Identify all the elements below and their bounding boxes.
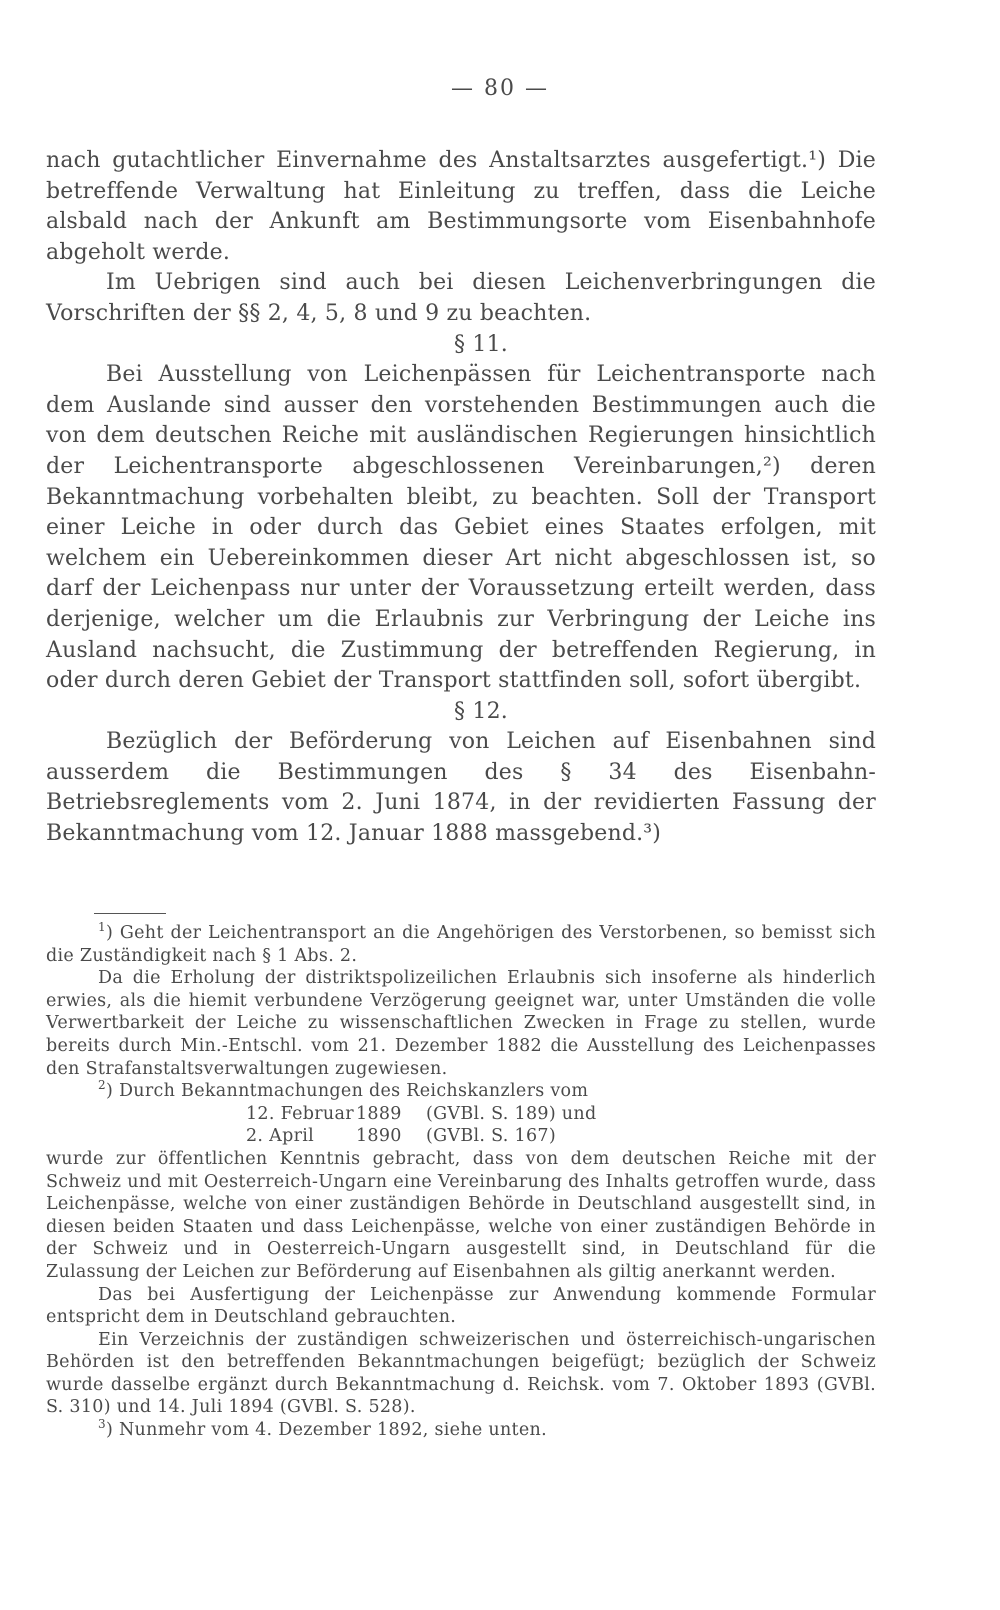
footnote-2-text: wurde zur öffentlichen Kenntnis gebracht, dass von dem deutschen Reiche mit der Schweiz und mit Oesterreich-Ungarn eine Vereinbarung des Inhalts getroffen wurde, dass Leichenpässe, welche von einer zuständigen Behörde in Deutschland ausgestellt sind, in diesen beiden Staaten und dass Leichenpässe, welche von einer zuständigen Behörde in der Schweiz und in Oesterreich-Ungarn ausgestellt sind, in Deutschland für die Zulassung der Leichen zur Beförderung auf Eisenbahnen als giltig anerkannt werden. bbox=[46, 1148, 876, 1282]
section-11-text: Bei Ausstellung von Leichenpässen für Leichentransporte nach dem Auslande sind ausser den vorstehenden Bestimmungen auch die von dem deutschen Reiche mit ausländischen Regierungen hinsichtlich der Leichentransporte abgeschlossenen Vereinbarungen,²) deren Bekanntmachung vorbehalten bleibt, zu beachten. Soll der Transport einer Leiche in oder durch das Gebiet eines Staates erfolgen, mit welchem ein Uebereinkommen dieser Art nicht abgeschlossen ist, so darf der Leichenpass nur unter der Voraussetzung erteilt werden, dass derjenige, welcher um die Erlaubnis zur Verbringung der Leiche ins Ausland nachsucht, die Zustimmung der betreffenden Regierung, in oder durch deren Gebiet der Transport stattfinden soll, sofort übergibt. bbox=[46, 362, 876, 694]
section-12-text: Bezüglich der Beförderung von Leichen auf Eisenbahnen sind ausserdem die Bestimmungen des § 34 des Eisenbahn-Betriebsreglements vom 2. Juni 1874, in der revidierten Fassung der Bekanntmachung vom 12. Januar 1888 massgebend.³) bbox=[46, 729, 876, 847]
footnote-1-continuation: Da die Erholung der distriktspolizeilichen Erlaubnis sich insoferne als hinderlich erwies, als die hiemit verbundene Verzögerung geeignet war, unter Umständen die volle Verwertbarkeit der Leiche zu wissenschaftlichen Zwecken in Frage zu stellen, wurde bereits durch Min.-Entschl. vom 21. Dezember 1882 die Ausstellung des Leichenpasses den Strafanstaltsverwaltungen zugewiesen. bbox=[46, 968, 876, 1079]
footnote-2-mark: 2 bbox=[98, 1078, 106, 1093]
footnote-2-intro: Durch Bekanntmachungen des Reichskanzlers vom bbox=[118, 1081, 589, 1102]
date-2-year: 1890 bbox=[356, 1126, 402, 1147]
footnote-3-text: Nunmehr vom 4. Dezember 1892, siehe unten. bbox=[118, 1420, 547, 1441]
footnote-1: $^1$) Geht der Leichentransport an die Angehörigen des Verstorbenen, so bemisst sich die Zuständigkeit nach § 1 Abs. 2. bbox=[46, 920, 876, 966]
footnote-2-date-2 bbox=[46, 1125, 876, 1148]
main-text bbox=[46, 146, 876, 850]
section-12-heading: § 12. bbox=[454, 698, 508, 724]
footnote-2-date-1 bbox=[46, 1103, 876, 1126]
date-1-year: 1889 bbox=[356, 1103, 402, 1124]
date-2-reference: (GVBl. S. 167) bbox=[426, 1126, 556, 1147]
footnote-3-mark: 3 bbox=[98, 1417, 106, 1432]
date-2-day: 2. April bbox=[246, 1126, 315, 1147]
footnote-2-form-note: Das bei Ausfertigung der Leichenpässe zur Anwendung kommende Formular entspricht dem in Deutschland gebrauchten. bbox=[46, 1284, 876, 1328]
footnote-1-text: Geht der Leichentransport an die Angehörigen des Verstorbenen, so bemisst sich die Zuständigkeit nach § 1 Abs. 2. bbox=[46, 923, 876, 966]
section-11-heading: § 11. bbox=[454, 331, 508, 357]
footnote-1-mark: 1 bbox=[98, 920, 106, 935]
footnote-3: $^3$) Nunmehr vom 4. Dezember 1892, siehe unten. bbox=[98, 1417, 547, 1441]
footnote-2: $^2$) Durch Bekanntmachungen des Reichskanzlers vom bbox=[98, 1078, 589, 1102]
date-1-reference: (GVBl. S. 189) und bbox=[426, 1103, 597, 1124]
paragraph-continuation: nach gutachtlicher Einvernahme des Anstaltsarztes ausgefertigt.¹) Die betreffende Verwaltung hat Einleitung zu treffen, dass die Leiche alsbald nach der Ankunft am Bestimmungsorte vom Eisenbahnhofe abgeholt werde. bbox=[46, 148, 876, 265]
date-1-day: 12. Februar bbox=[246, 1103, 354, 1124]
paragraph-remaining-rules: Im Uebrigen sind auch bei diesen Leichenverbringungen die Vorschriften der §§ 2, 4, 5, 8 und 9 zu beachten. bbox=[46, 270, 876, 326]
footnote-2-directory-note: Ein Verzeichnis der zuständigen schweizerischen und österreichisch-ungarischen Behörden ist den betreffenden Bekanntmachungen beigefügt; bezüglich der Schweiz wurde dasselbe ergänzt durch Bekanntmachung d. Reichsk. vom 7. Oktober 1893 (GVBl. S. 310) und 14. Juli 1894 (GVBl. S. 528). bbox=[46, 1329, 876, 1418]
page-number: — 80 — bbox=[451, 76, 549, 101]
footnotes bbox=[46, 922, 876, 1442]
footnote-separator bbox=[94, 913, 166, 914]
